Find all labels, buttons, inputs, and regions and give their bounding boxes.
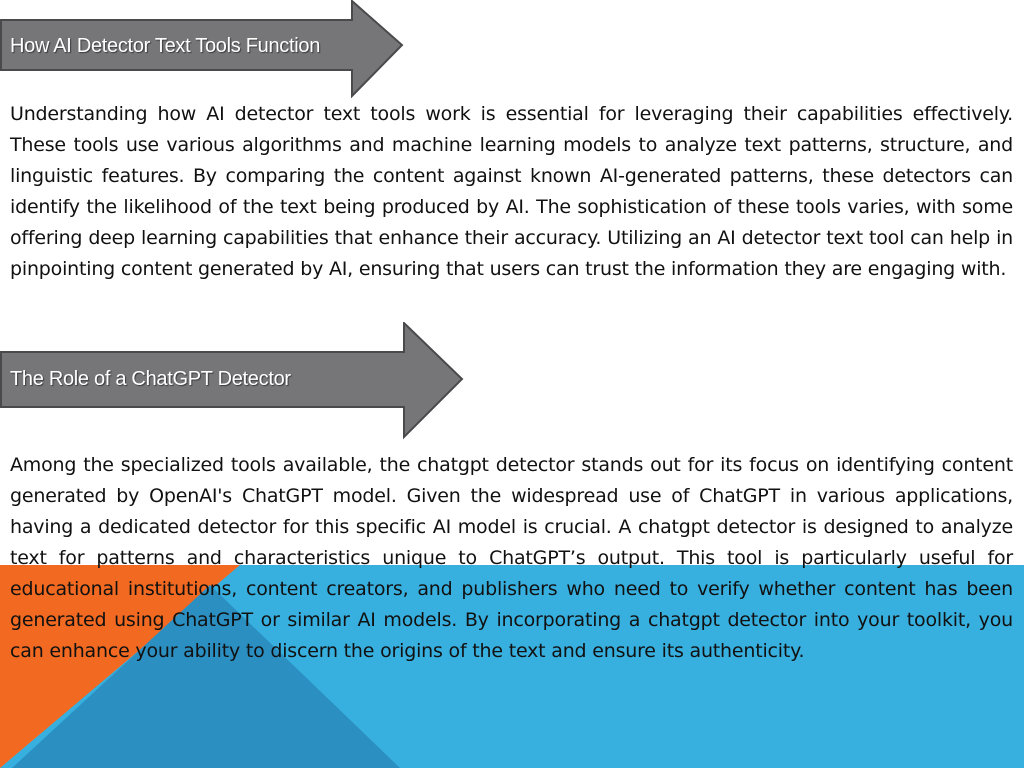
section-paragraph: Understanding how AI detector text tools work is essential for leveraging their capabilities effectively. These tools use various algorithms and machine learning models to analyze text patterns, structure, and linguistic features. By comparing the content against known AI-generated patterns, these detectors can identify the likelihood of the text being produced by AI. The sophistication of these tools varies, with some offering deep learning capabilities that enhance their accuracy. Utilizing an AI detector text tool can help in pinpointing content generated by AI, ensuring that users can trust the information they are engaging with.: [10, 103, 1013, 280]
section-paragraph: Among the specialized tools available, the chatgpt detector stands out for its focus on identifying content generated by OpenAI's ChatGPT model. Given the widespread use of ChatGPT in various applications, having a dedicated detector for this specific AI model is crucial. A chatgpt detector is designed to analyze text for patterns and characteristics unique to ChatGPT’s output. This tool is particularly useful for educational institutions, content creators, and publishers who need to verify whether content has been generated using ChatGPT or similar AI models. By incorporating a chatgpt detector into your toolkit, you can enhance your ability to discern the origins of the text and ensure its authenticity.: [10, 454, 1013, 662]
section-heading: The Role of a ChatGPT Detector: [10, 368, 291, 390]
section-heading: How AI Detector Text Tools Function: [10, 35, 321, 57]
